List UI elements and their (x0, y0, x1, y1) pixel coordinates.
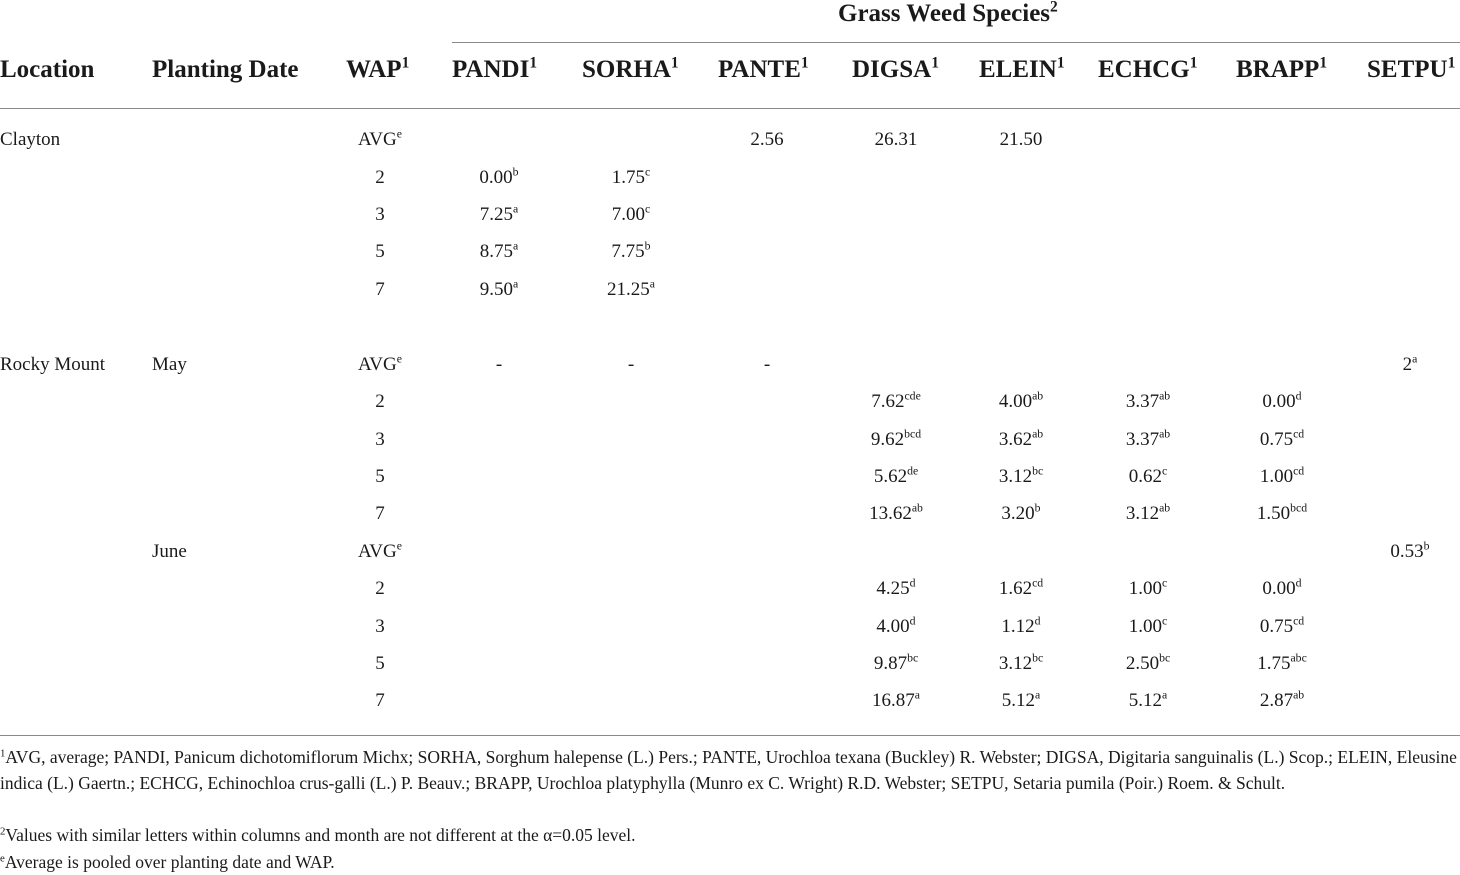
column-header: WAP$^1$ (346, 54, 410, 83)
table-cell: 5.12$^a$ (1001, 688, 1041, 711)
table-cell: 16.87$^a$ (872, 688, 920, 711)
wap-cell: 3 (375, 204, 385, 225)
table-cell: 7.62$^{cde}$ (871, 389, 921, 412)
table-cell: 0.00$^b$ (479, 165, 519, 188)
table-cell: 1.62$^{cd}$ (998, 576, 1044, 599)
table-cell: 9.87$^{bc}$ (873, 651, 919, 674)
table-cell: - (763, 354, 771, 375)
wap-cell: 3 (375, 616, 385, 637)
table-cell: 2.87$^{ab}$ (1259, 688, 1305, 711)
table-cell: 1.12$^d$ (1001, 614, 1041, 637)
table-cell: 5.12$^a$ (1128, 688, 1168, 711)
location-cell: Rocky Mount (0, 354, 106, 375)
table-cell: 0.62$^c$ (1128, 464, 1168, 487)
wap-cell: 7 (375, 279, 385, 300)
table-cell: 2.56 (750, 129, 784, 150)
wap-cell: 2 (375, 578, 385, 599)
table-cell: 0.75$^{cd}$ (1259, 614, 1305, 637)
footnote: $^2$Values with similar letters within columns and month are not different at the α=0.05 level. (0, 825, 636, 845)
table-cell: 4.00$^d$ (876, 614, 916, 637)
footnote: $^e$Average is pooled over planting date and WAP. (0, 852, 335, 872)
footnote: $^1$AVG, average; PANDI, Panicum dichotomiflorum Michx; SORHA, Sorghum halepense (L.) Pers.; PANTE, Urochloa texana (Buckley) R. Webster; DIGSA, Digitaria sanguinalis (L.) Scop.; ELEIN, Eleusine indica (L.) Gaertn.; ECHCG, Echinochloa crus-galli (L.) P. Beauv.; BRAPP, Urochloa platyphylla (Munro ex C. Wright) R.D. Webster; SETPU, Setaria pumila (Poir.) Roem. & Schult. (0, 747, 1457, 793)
wap-cell: 7 (375, 690, 385, 711)
wap-cell: 5 (375, 241, 385, 262)
table-cell: 2.50$^{bc}$ (1125, 651, 1171, 674)
column-header: BRAPP$^1$ (1236, 54, 1328, 83)
column-header: Planting Date (152, 56, 299, 83)
wap-cell: AVG$^e$ (358, 127, 402, 150)
column-header: SORHA$^1$ (582, 54, 679, 83)
table-cell: 4.25$^d$ (876, 576, 916, 599)
table-cell: 0.00$^d$ (1262, 389, 1302, 412)
table-cell: 0.75$^{cd}$ (1259, 427, 1305, 450)
table-cell: 26.31 (874, 129, 918, 150)
table-cell: 1.00$^c$ (1128, 576, 1168, 599)
column-header: Location (0, 56, 95, 83)
table-cell: 9.62$^{bcd}$ (870, 427, 922, 450)
table-cell: 8.75$^a$ (479, 239, 519, 262)
table-cell: - (627, 354, 635, 375)
table-cell: 1.00$^{cd}$ (1259, 464, 1305, 487)
wap-cell: 3 (375, 429, 385, 450)
planting-date-cell: May (152, 354, 187, 375)
wap-cell: 2 (375, 391, 385, 412)
wap-cell: 5 (375, 653, 385, 674)
table-cell: 5.62de (873, 464, 919, 487)
column-header: SETPU$^1$ (1367, 54, 1456, 83)
table-cell: - (495, 354, 503, 375)
column-header: PANDI$^1$ (452, 54, 538, 83)
table-cell: 7.25$^a$ (479, 202, 519, 225)
table-cell: 3.20$^b$ (1001, 501, 1041, 524)
column-header: DIGSA$^1$ (852, 54, 939, 83)
planting-date-cell: June (152, 541, 187, 562)
table-cell: 2$^a$ (1402, 352, 1418, 375)
table-cell: 7.75$^b$ (611, 239, 651, 262)
table-cell: 3.62$^{ab}$ (998, 427, 1044, 450)
wap-cell: 7 (375, 503, 385, 524)
table-cell: 21.25$^a$ (607, 277, 655, 300)
location-cell: Clayton (0, 129, 61, 150)
table-cell: 3.37$^{ab}$ (1125, 427, 1171, 450)
wap-cell: 5 (375, 466, 385, 487)
table-cell: 3.12$^{bc}$ (998, 651, 1044, 674)
column-header: ECHCG$^1$ (1098, 54, 1198, 83)
table-cell: 1.00$^c$ (1128, 614, 1168, 637)
header-rule (0, 108, 1460, 109)
wap-cell: AVG$^e$ (358, 539, 402, 562)
table-cell: 3.37$^{ab}$ (1125, 389, 1171, 412)
table-cell: 1.75$^{abc}$ (1257, 651, 1307, 674)
group-header-rule (452, 42, 1460, 43)
table-cell: 0.00$^d$ (1262, 576, 1302, 599)
table-cell: 1.75$^c$ (611, 165, 651, 188)
table-cell: 7.00$^c$ (611, 202, 651, 225)
wap-cell: 2 (375, 167, 385, 188)
column-header: ELEIN$^1$ (979, 54, 1065, 83)
table-cell: 3.12$^{bc}$ (998, 464, 1044, 487)
table-cell: 21.50 (999, 129, 1043, 150)
group-header: Grass Weed Species$^2$ (838, 0, 1058, 27)
table-cell: 9.50$^a$ (479, 277, 519, 300)
table-bottom-rule (0, 735, 1460, 736)
wap-cell: AVG$^e$ (358, 352, 402, 375)
table-cell: 4.00$^{ab}$ (998, 389, 1044, 412)
table-cell: 0.53$^b$ (1390, 539, 1430, 562)
column-header: PANTE$^1$ (718, 54, 809, 83)
table-cell: 1.50$^{bcd}$ (1256, 501, 1308, 524)
table-cell: 3.12$^{ab}$ (1125, 501, 1171, 524)
table-cell: 13.62$^{ab}$ (869, 501, 923, 524)
